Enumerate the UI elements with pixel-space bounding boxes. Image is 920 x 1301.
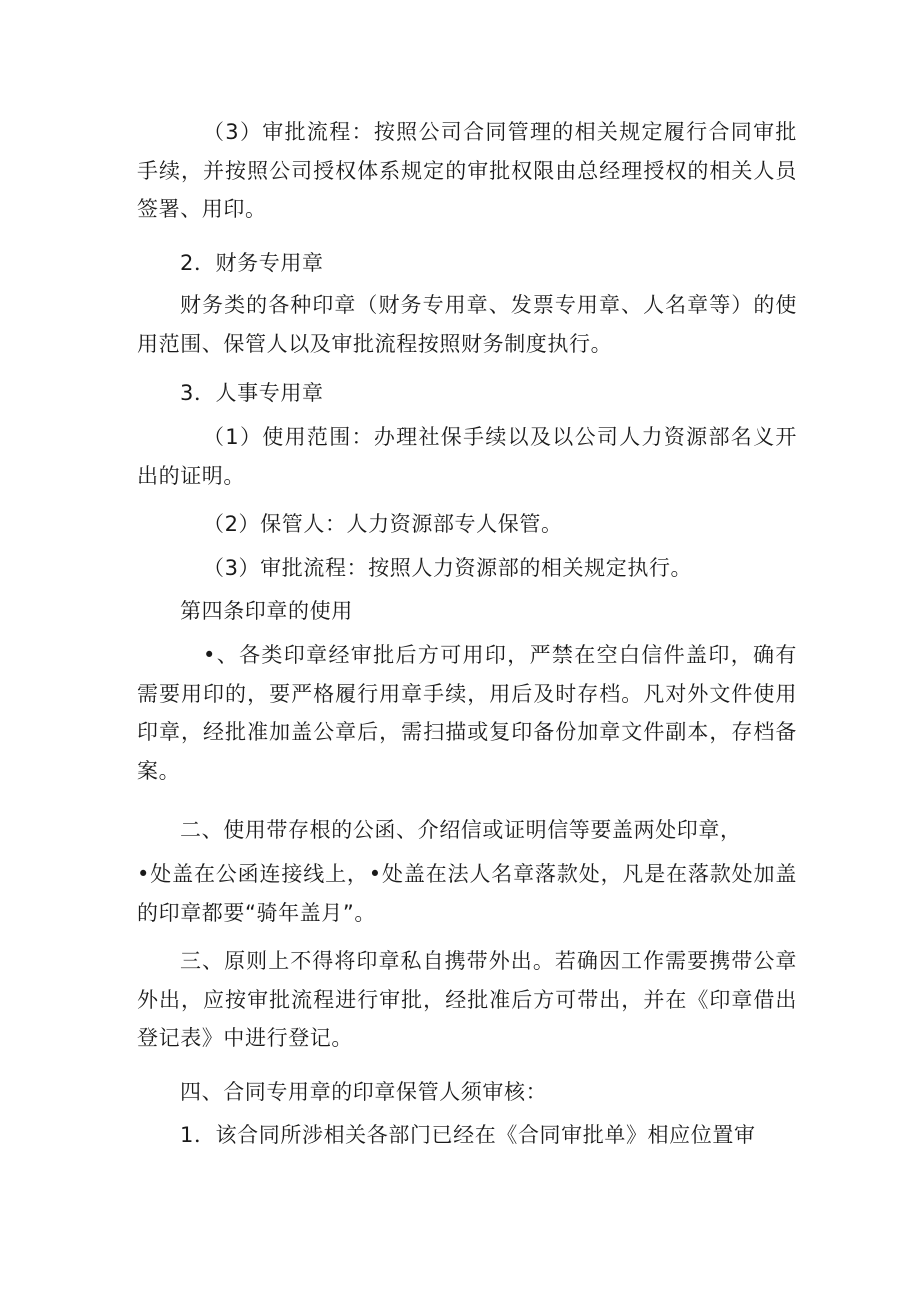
paragraph-hr-keeper: （2）保管人：人力资源部专人保管。	[203, 512, 563, 536]
heading-article-four: 第四条印章的使用	[180, 599, 353, 623]
paragraph-hr-approval: （3）审批流程：按照人力资源部的相关规定执行。	[203, 556, 693, 580]
paragraph-seal-usage-rule-two: 二、使用带存根的公函、介绍信或证明信等要盖两处印章，	[180, 818, 742, 842]
paragraph-seal-usage-rule-three: 三、原则上不得将印章私自携带外出。若确因工作需要携带公章外出，应按审批流程进行审批，经批准后方可带出，并在《印章借出登记表》中进行登记。	[137, 949, 797, 1050]
paragraph-seal-usage-rule-four: 四、合同专用章的印章保管人须审核：	[180, 1080, 548, 1104]
paragraph-approval-process-contract: （3）审批流程：按照公司合同管理的相关规定履行合同审批手续，并按照公司授权体系规定的审批权限由总经理授权的相关人员签署、用印。	[137, 120, 797, 221]
paragraph-hr-usage-scope: （1）使用范围：办理社保手续以及以公司人力资源部名义开出的证明。	[137, 425, 797, 488]
heading-finance-seal: 2．财务专用章	[180, 251, 324, 275]
heading-hr-seal: 3．人事专用章	[180, 381, 324, 405]
paragraph-seal-usage-rule-one: •、各类印章经审批后方可用印，严禁在空白信件盖印，确有需要用印的，要严格履行用章手续，用后及时存档。凡对外文件使用印章，经批准加盖公章后，需扫描或复印备份加章文件副本，存档备案。	[137, 643, 797, 783]
paragraph-contract-review-item-one: 1．该合同所涉相关各部门已经在《合同审批单》相应位置审	[180, 1123, 756, 1147]
paragraph-finance-seal-usage: 财务类的各种印章（财务专用章、发票专用章、人名章等）的使用范围、保管人以及审批流程按照财务制度执行。	[137, 293, 797, 356]
paragraph-seal-placement: •处盖在公函连接线上，•处盖在法人名章落款处，凡是在落款处加盖的印章都要“骑年盖月”。	[137, 862, 797, 925]
